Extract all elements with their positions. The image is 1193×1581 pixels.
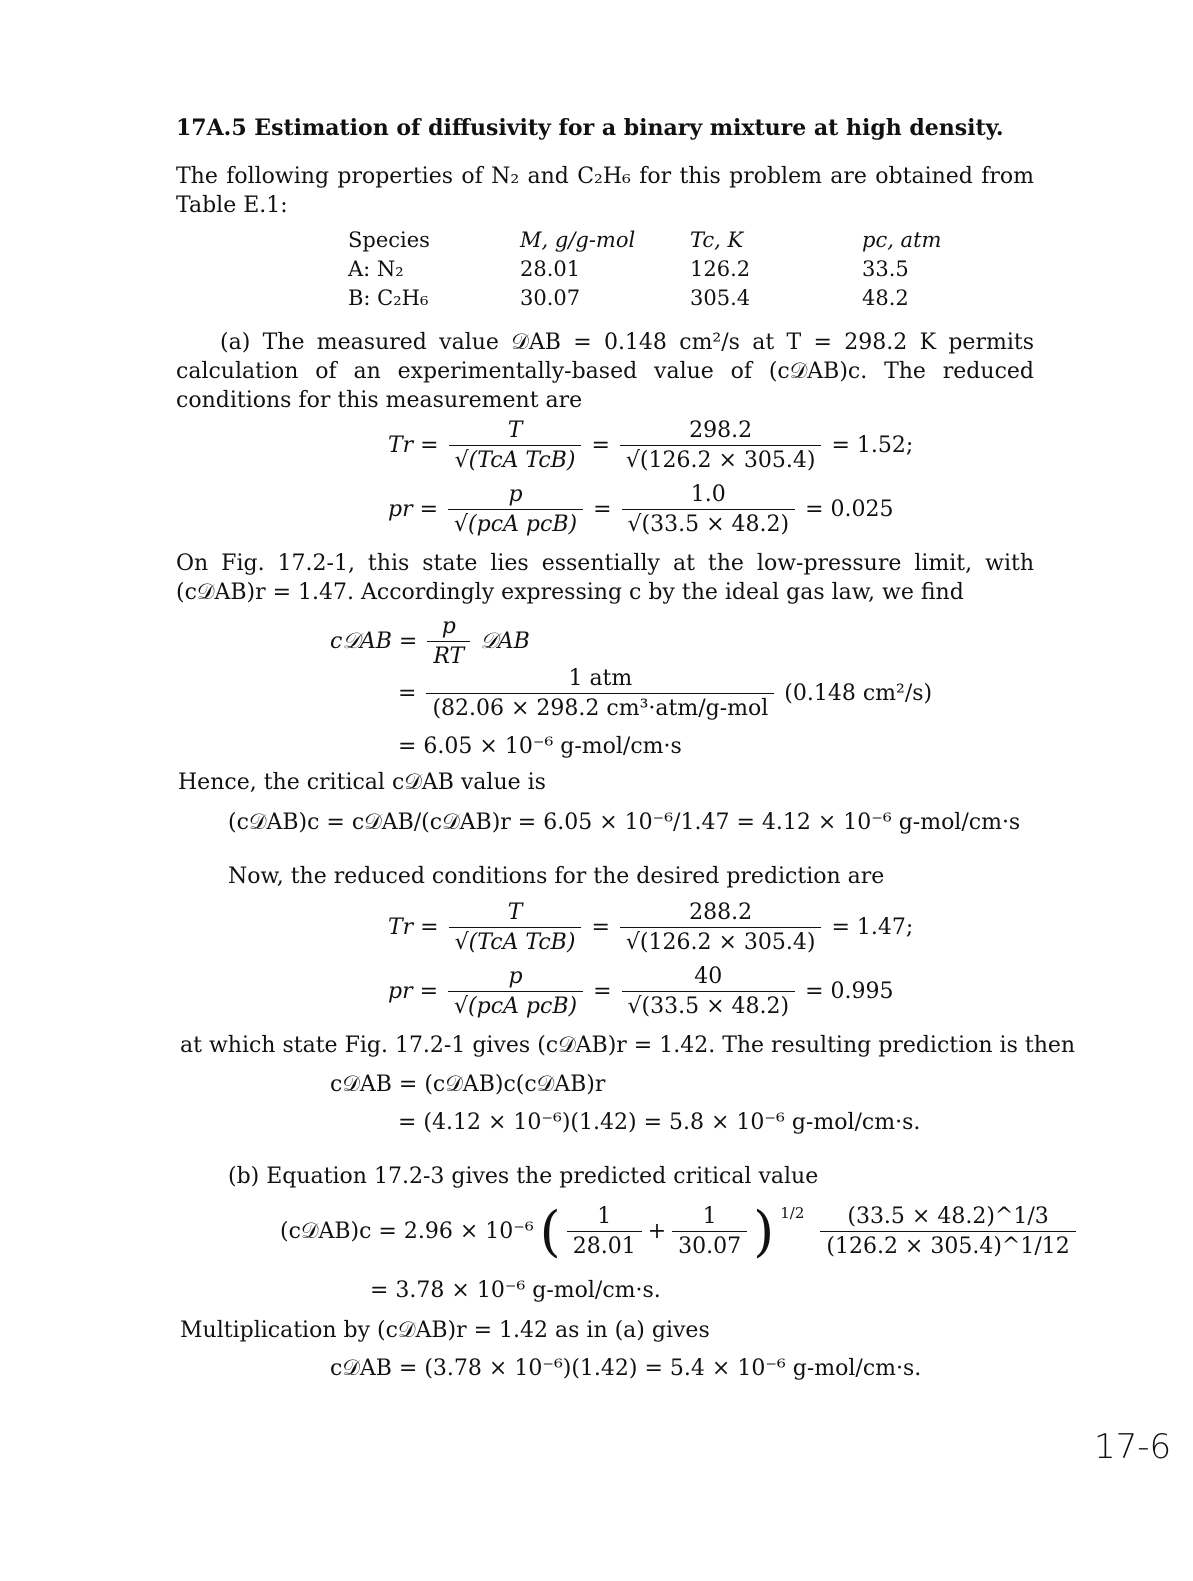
table-header-molar-mass: M, g/g-mol: [520, 227, 636, 252]
table-header-row: [348, 225, 962, 254]
hence-text: Hence, the critical c𝒟AB value is: [178, 770, 546, 795]
critical-value-equation: (c𝒟AB)c = c𝒟AB/(c𝒟AB)r = 6.05 × 10⁻⁶/1.47 = 4.12 × 10⁻⁶ g-mol/cm·s: [228, 810, 1021, 835]
tr-fraction-symbolic: $\frac{T}{\text{√(TcA TcB)}}$: [449, 418, 582, 473]
critical-prediction-equation: (c𝒟AB)c = 2.96 × 10⁻⁶ ( $\frac{1}{28.01}$ + $\frac{1}{30.07}$ ) 1/2 $\frac{(33.5 \times 48.2)\^{}1/3}{(126.2 \times 305.4)\^{}1/12}$: [280, 1204, 1076, 1259]
reduced-temperature-equation-a: Tr = $\frac{T}{\text{√(TcA TcB)}}$ = $\frac{298.2}{√(126.2 \times 305.4)}$ = 1.52;: [388, 418, 914, 473]
pr-fraction-symbolic: $\frac{p}{\text{√(pcA pcB)}}$: [448, 482, 583, 537]
ideal-gas-result: = 6.05 × 10⁻⁶ g-mol/cm·s: [398, 734, 682, 759]
part-a-paragraph: (a) The measured value 𝒟AB = 0.148 cm²/s at T = 298.2 K permits calculation of an experimentally-based value of (c𝒟AB)c. The reduced conditions for this measurement are: [176, 330, 1034, 413]
properties-table: [348, 225, 962, 312]
numeric-substitution-equation: = $\frac{\text{1 atm}}{\text{(82.06 × 298.2 cm³·atm/g-mol}}$ (0.148 cm²/s): [398, 666, 933, 721]
ideal-gas-equation: c𝒟AB = $\frac{p}{RT}$ 𝒟AB: [330, 614, 530, 669]
critical-prediction-result: = 3.78 × 10⁻⁶ g-mol/cm·s.: [370, 1278, 661, 1303]
table-cell: 30.07: [520, 285, 581, 310]
state-text: at which state Fig. 17.2-1 gives (c𝒟AB)r = 1.42. The resulting prediction is then: [180, 1033, 1076, 1058]
table-header-species: Species: [348, 227, 430, 252]
reduced-pressure-equation-prediction: pr = $\frac{p}{\text{√(pcA pcB)}}$ = $\frac{40}{√(33.5 \times 48.2)}$ = 0.995: [388, 964, 894, 1019]
table-row: [348, 283, 962, 312]
prediction-equation-line-1: c𝒟AB = (c𝒟AB)c(c𝒟AB)r: [330, 1072, 606, 1097]
part-b-text: (b) Equation 17.2-3 gives the predicted critical value: [228, 1164, 819, 1189]
table-cell: 28.01: [520, 256, 581, 281]
table-cell: 305.4: [690, 285, 751, 310]
table-cell: B: C₂H₆: [348, 285, 429, 310]
table-header-critical-temperature: Tc, K: [690, 227, 744, 252]
pr-result: = 0.025: [805, 497, 894, 522]
reduced-pressure-equation-a: pr = $\frac{p}{\text{√(pcA pcB)}}$ = $\frac{1.0}{√(33.5 \times 48.2)}$ = 0.025: [388, 482, 894, 537]
figure-reference-paragraph: On Fig. 17.2-1, this state lies essentially at the low-pressure limit, with (c𝒟AB)r = 1.47. Accordingly expressing c by the ideal gas law, we find: [176, 551, 1034, 605]
table-cell: 33.5: [862, 256, 909, 281]
table-cell: 48.2: [862, 285, 909, 310]
tr-lhs: Tr =: [388, 433, 439, 458]
page-number: 17-6: [1094, 1427, 1172, 1467]
intro-paragraph: The following properties of N₂ and C₂H₆ for this problem are obtained from Table E.1:: [176, 164, 1034, 218]
reduced-temperature-equation-prediction: Tr = $\frac{T}{\text{√(TcA TcB)}}$ = $\frac{288.2}{√(126.2 \times 305.4)}$ = 1.47;: [388, 900, 914, 955]
multiplication-text: Multiplication by (c𝒟AB)r = 1.42 as in (a) gives: [180, 1318, 710, 1343]
pr-fraction-numeric: $\frac{1.0}{√(33.5 \times 48.2)}$: [622, 482, 796, 537]
problem-heading: 17A.5 Estimation of diffusivity for a binary mixture at high density.: [176, 115, 1004, 141]
table-cell: 126.2: [690, 256, 751, 281]
table-header-critical-pressure: pc, atm: [862, 227, 942, 252]
prediction-equation-line-2: = (4.12 × 10⁻⁶)(1.42) = 5.8 × 10⁻⁶ g-mol/cm·s.: [398, 1110, 921, 1135]
now-text: Now, the reduced conditions for the desired prediction are: [228, 864, 885, 889]
pr-lhs: pr =: [388, 497, 439, 522]
final-result-equation: c𝒟AB = (3.78 × 10⁻⁶)(1.42) = 5.4 × 10⁻⁶ g-mol/cm·s.: [330, 1356, 922, 1381]
tr-fraction-numeric: $\frac{298.2}{√(126.2 \times 305.4)}$: [620, 418, 822, 473]
table-row: [348, 254, 962, 283]
tr-result: = 1.52;: [831, 433, 914, 458]
table-cell: A: N₂: [348, 256, 404, 281]
